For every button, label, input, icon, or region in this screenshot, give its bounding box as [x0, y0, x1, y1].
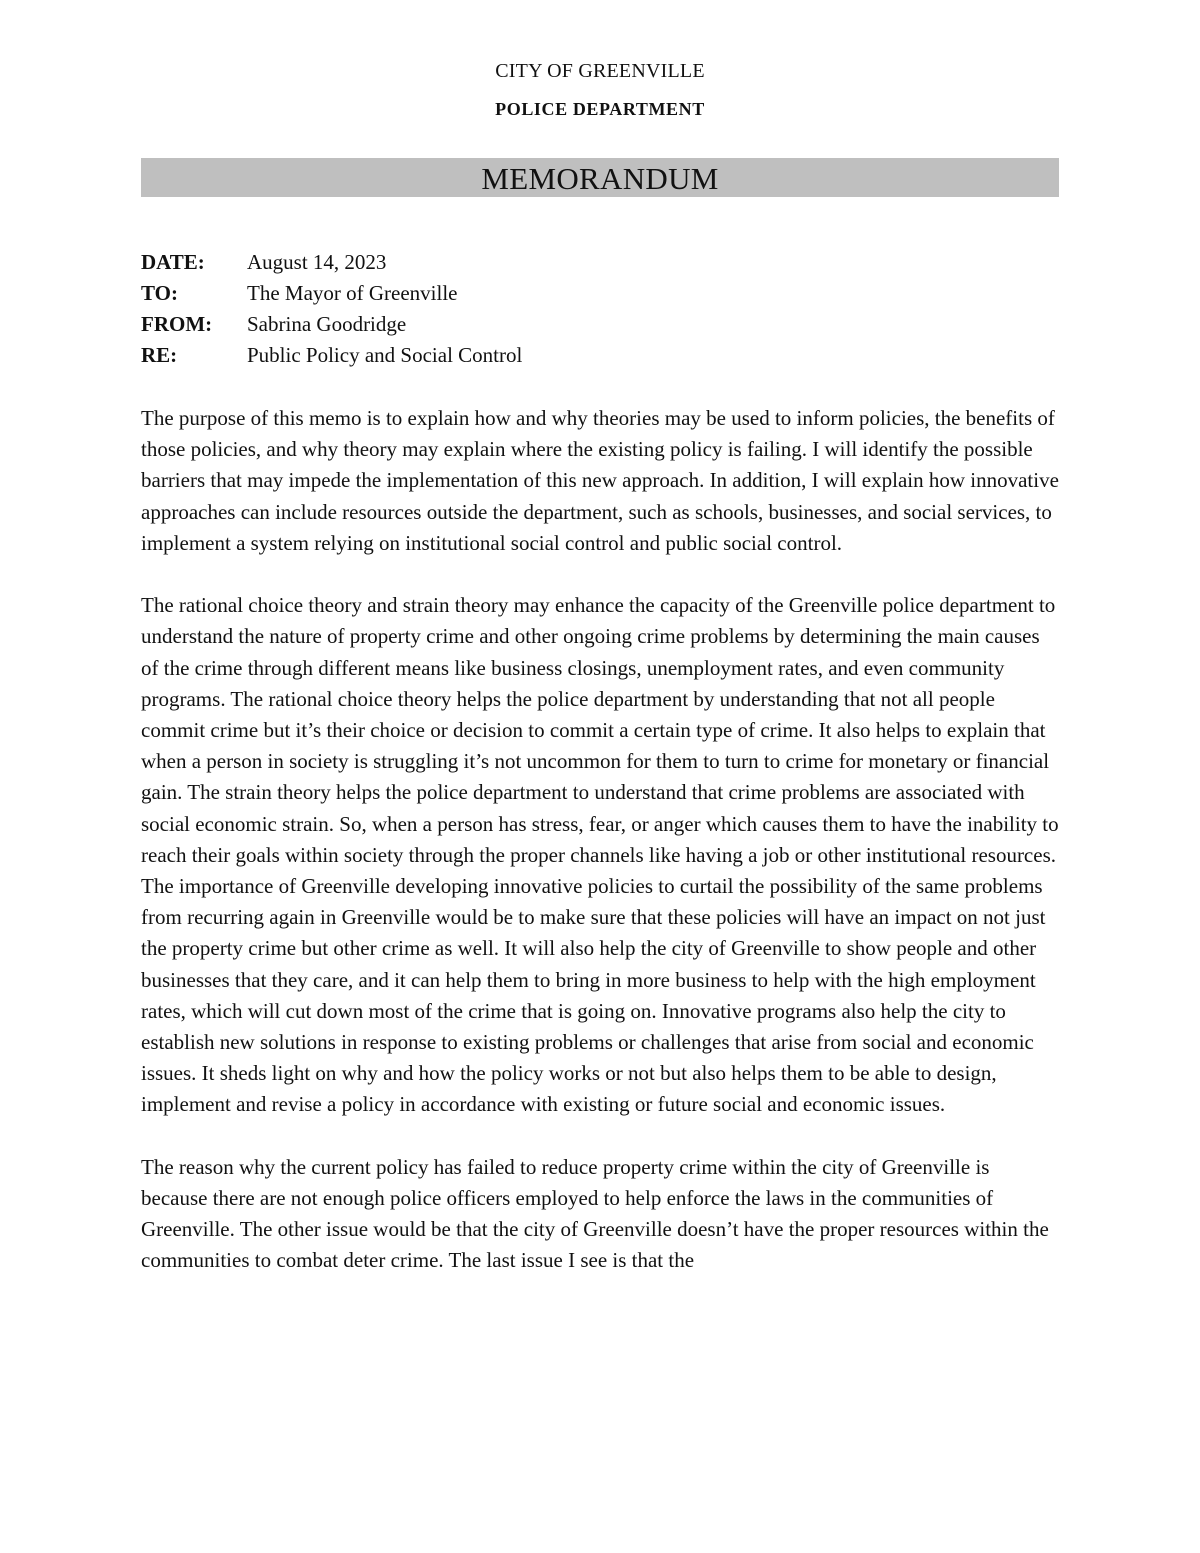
to-label: TO:	[141, 281, 178, 305]
memo-header-fields	[141, 247, 1059, 371]
paragraph-policy-failure: The reason why the current policy has failed to reduce property crime within the city of Greenville is because there are not enough police officers employed to help enforce the laws in the communities of Greenville. The other issue would be that the city of Greenville doesn’t have the proper resources within the communities to combat deter crime. The last issue I see is that the	[141, 1154, 1049, 1273]
from-label: FROM:	[141, 312, 213, 336]
organization-name: CITY OF GREENVILLE	[495, 60, 705, 82]
memo-title-bar	[141, 158, 1059, 197]
from-value: Sabrina Goodridge	[247, 312, 407, 336]
to-row	[141, 278, 1059, 309]
date-label: DATE:	[141, 250, 205, 274]
date-row	[141, 247, 1059, 278]
date-value: August 14, 2023	[247, 250, 387, 274]
paragraph-theories: The rational choice theory and strain theory may enhance the capacity of the Greenville police department to understand the nature of property crime and other ongoing crime problems by determining the main causes of the crime through different means like business closings, unemployment rates, and even community programs. The rational choice theory helps the police department by understanding that not all people commit crime but it’s their choice or decision to commit a certain type of crime. It also helps to explain that when a person in society is struggling it’s not uncommon for them to turn to crime for monetary or financial gain. The strain theory helps the police department to understand that crime problems are associated with social economic strain. So, when a person has stress, fear, or anger which causes them to have the inability to reach their goals within society through the proper channels like having a job or other institutional resources. The importance of Greenville developing innovative policies to curtail the possibility of the same problems from recurring again in Greenville would be to make sure that these policies will have an impact on not just the property crime but other crime as well. It will also help the city of Greenville to show people and other businesses that they care, and it can help them to bring in more business to help with the high employment rates, which will cut down most of the crime that is going on. Innovative programs also help the city to establish new solutions in response to existing problems or challenges that arise from social and economic issues. It sheds light on why and how the policy works or not but also helps them to be able to design, implement and revise a policy in accordance with existing or future social and economic issues.	[141, 593, 1059, 1117]
from-row	[141, 309, 1059, 340]
paragraph-purpose: The purpose of this memo is to explain how and why theories may be used to inform policies, the benefits of those policies, and why theory may explain where the existing policy is failing. I will identify the possible barriers that may impede the implementation of this new approach. In addition, I will explain how innovative approaches can include resources outside the department, such as schools, businesses, and social services, to implement a system relying on institutional social control and public social control.	[141, 406, 1059, 555]
re-label: RE:	[141, 343, 178, 367]
department-name: POLICE DEPARTMENT	[495, 99, 705, 119]
re-value: Public Policy and Social Control	[247, 343, 523, 367]
re-row	[141, 340, 1059, 371]
memo-body	[141, 403, 1059, 1308]
memo-title: MEMORANDUM	[481, 161, 719, 196]
to-value: The Mayor of Greenville	[247, 281, 458, 305]
